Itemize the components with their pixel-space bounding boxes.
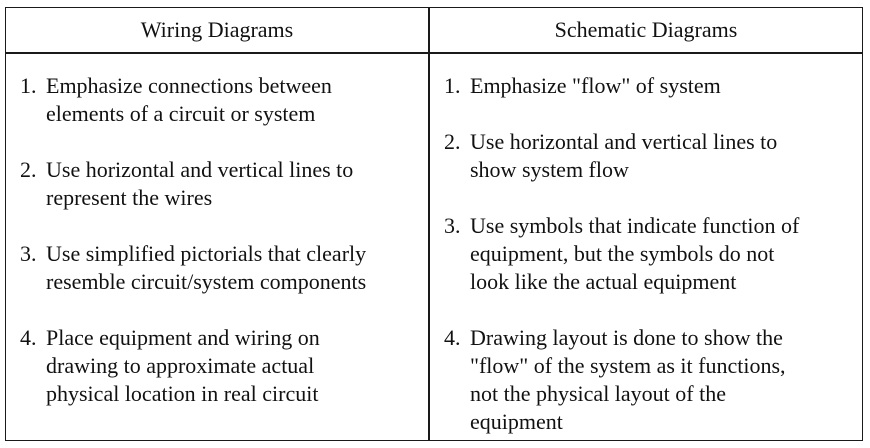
header-divider — [6, 52, 862, 54]
item-number: 2. — [444, 129, 461, 154]
item-number: 2. — [20, 157, 37, 182]
item-text: Use horizontal and vertical lines to show system flow — [470, 129, 778, 182]
item-text: Emphasize "flow" of system — [470, 73, 721, 98]
item-text: Place equipment and wiring on drawing to approximate actual physical location in real circuit — [46, 325, 320, 406]
item-text: Drawing layout is done to show the "flow" of the system as it functions, not the physical layout of the equipment — [470, 325, 786, 434]
list-item — [20, 156, 420, 212]
list-item — [444, 212, 858, 296]
column-divider — [428, 8, 430, 440]
list-item — [444, 72, 858, 100]
item-number: 3. — [20, 241, 37, 266]
item-text: Emphasize connections between elements of a circuit or system — [46, 73, 332, 126]
list-item — [444, 324, 858, 436]
item-text: Use simplified pictorials that clearly resemble circuit/system components — [46, 241, 367, 294]
item-number: 1. — [444, 73, 461, 98]
list-item — [20, 240, 420, 296]
comparison-table — [5, 7, 863, 441]
item-number: 1. — [20, 73, 37, 98]
header-wiring-diagrams: Wiring Diagrams — [140, 17, 294, 42]
list-item — [444, 128, 858, 184]
list-item — [20, 72, 420, 128]
item-number: 4. — [20, 325, 37, 350]
header-schematic-diagrams: Schematic Diagrams — [554, 17, 738, 42]
item-number: 4. — [444, 325, 461, 350]
item-number: 3. — [444, 213, 461, 238]
item-text: Use horizontal and vertical lines to represent the wires — [46, 157, 354, 210]
list-item — [20, 324, 420, 408]
item-text: Use symbols that indicate function of equipment, but the symbols do not look like the actual equipment — [470, 213, 800, 294]
